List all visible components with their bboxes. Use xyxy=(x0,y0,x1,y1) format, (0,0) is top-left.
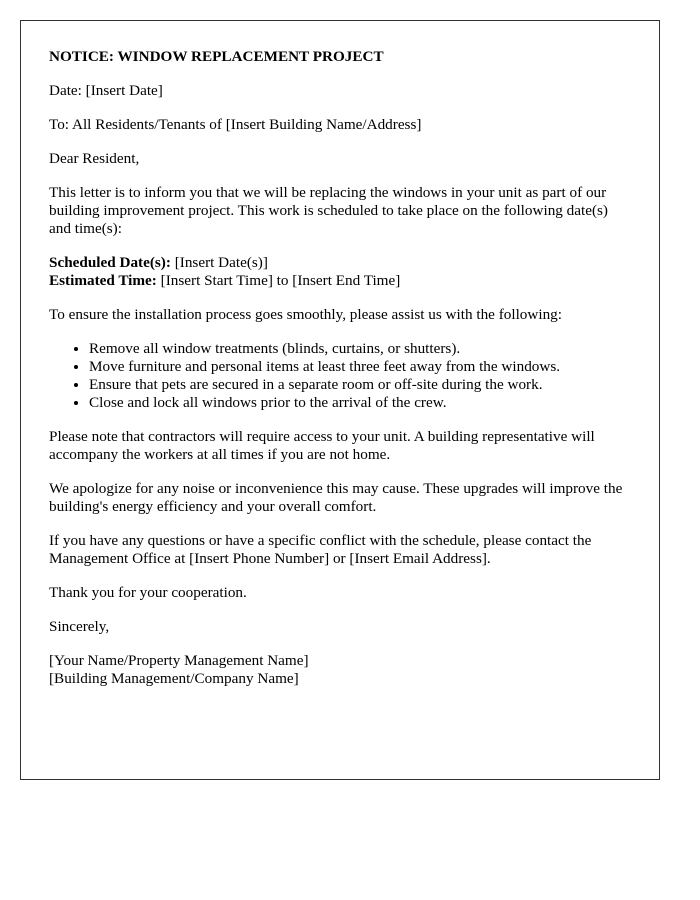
salutation: Dear Resident, xyxy=(49,150,140,167)
checklist-item: • Ensure that pets are secured in a separate room or off-site during the work. xyxy=(89,376,633,394)
letter-body xyxy=(49,48,633,688)
thanks-line: Thank you for your cooperation. xyxy=(49,584,247,601)
estimated-time-label: Estimated Time: xyxy=(49,272,157,289)
checklist-item: • Close and lock all windows prior to the arrival of the crew. xyxy=(89,394,633,412)
estimated-time-line xyxy=(49,272,633,290)
estimated-time-value: [Insert Start Time] to [Insert End Time] xyxy=(156,272,401,289)
date-line: Date: [Insert Date] xyxy=(49,82,163,99)
signature-name: [Your Name/Property Management Name] xyxy=(49,652,309,669)
recipient-line: To: All Residents/Tenants of [Insert Building Name/Address] xyxy=(49,116,422,133)
checklist xyxy=(49,340,633,412)
apology-paragraph: We apologize for any noise or inconvenience this may cause. These upgrades will improve the building's energy efficiency and your overall comfort. xyxy=(49,480,623,515)
scheduled-dates-value: [Insert Date(s)] xyxy=(170,254,268,271)
scheduled-dates-line xyxy=(49,254,633,272)
letter-title: NOTICE: WINDOW REPLACEMENT PROJECT xyxy=(49,48,384,65)
scheduled-dates-label: Scheduled Date(s): xyxy=(49,254,171,271)
signature-company: [Building Management/Company Name] xyxy=(49,670,299,687)
closing-line: Sincerely, xyxy=(49,618,110,635)
checklist-item: • Move furniture and personal items at least three feet away from the windows. xyxy=(89,358,633,376)
checklist-item: • Remove all window treatments (blinds, curtains, or shutters). xyxy=(89,340,633,358)
letter-page xyxy=(20,20,660,780)
schedule-block xyxy=(49,254,633,290)
access-note: Please note that contractors will require access to your unit. A building representative will accompany the workers at all times if you are not home. xyxy=(49,428,595,463)
contact-paragraph: If you have any questions or have a specific conflict with the schedule, please contact the Management Office at [Insert Phone Number] or [Insert Email Address]. xyxy=(49,532,592,567)
assist-intro: To ensure the installation process goes smoothly, please assist us with the following: xyxy=(49,306,562,323)
intro-paragraph: This letter is to inform you that we will be replacing the windows in your unit as part of our building improvement project. This work is scheduled to take place on the following date(s) and time(s): xyxy=(49,184,608,237)
signature-block xyxy=(49,652,633,688)
